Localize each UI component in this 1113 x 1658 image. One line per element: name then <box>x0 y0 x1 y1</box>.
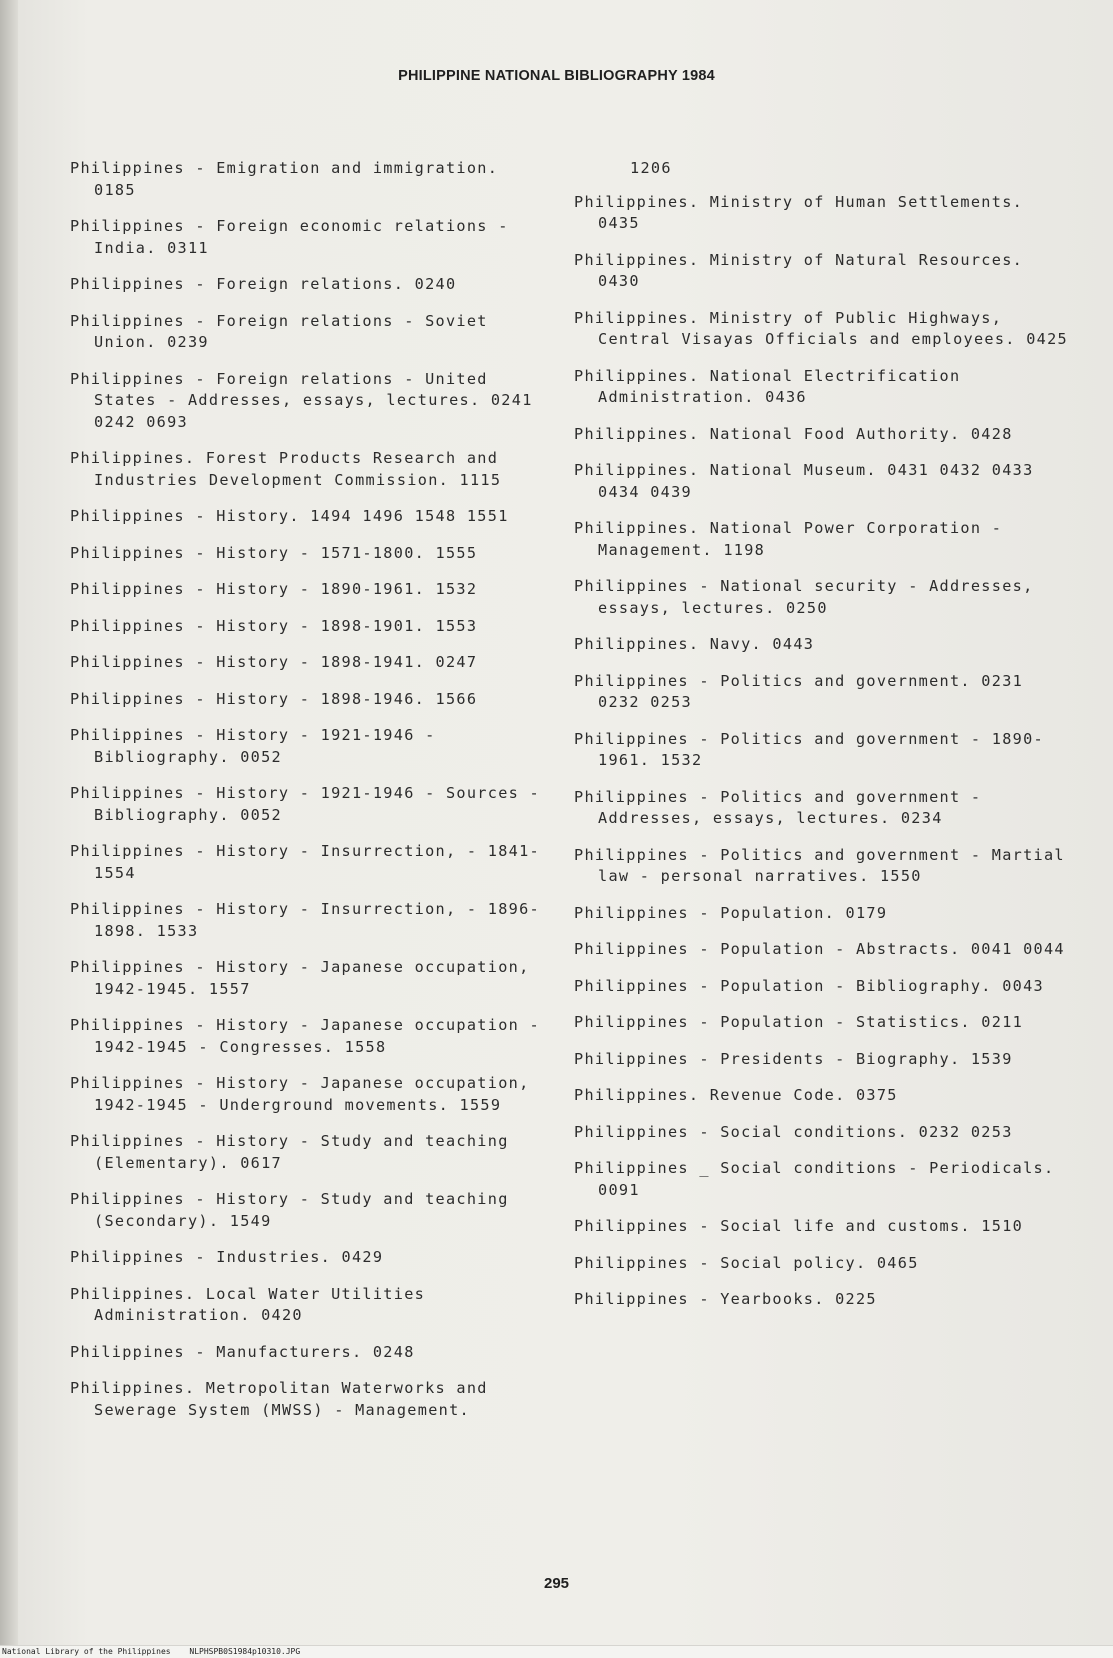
index-entry: Philippines - Foreign relations - United States - Addresses, essays, lectures. 0241 0242 0693 <box>70 369 533 431</box>
index-entry: Philippines - Politics and government - 1890-1961. 1532 <box>574 729 1044 769</box>
index-entry: Philippines - Foreign relations. 0240 <box>70 275 457 293</box>
index-entry: Philippines - National security - Addresses, essays, lectures. 0250 <box>574 577 1034 617</box>
index-entry: Philippines. National Power Corporation - Management. 1198 <box>574 519 1003 559</box>
index-entry: Philippines. National Electrification Administration. 0436 <box>574 366 961 406</box>
index-entry: Philippines - Politics and government. 0231 0232 0253 <box>574 671 1024 711</box>
index-entry: Philippines - History - 1571-1800. 1555 <box>70 543 478 562</box>
index-entry: Philippines. Local Water Utilities Administration. 0420 <box>70 1284 426 1324</box>
index-entry: Philippines - Population - Abstracts. 0041 0044 <box>574 940 1065 958</box>
index-entry: Philippines - Emigration and immigration. 0185 <box>70 159 499 199</box>
left-column <box>70 158 540 1436</box>
index-entry: Philippines - History - Japanese occupation - 1942-1945 - Congresses. 1558 <box>70 1016 540 1056</box>
index-entry-continuation: 1206 <box>630 159 672 177</box>
scan-footer <box>0 1645 1113 1658</box>
index-entry: Philippines - Manufacturers. 0248 <box>70 1342 415 1361</box>
footer-library: National Library of the Philippines <box>2 1647 171 1656</box>
page-title: PHILIPPINE NATIONAL BIBLIOGRAPHY 1984 <box>398 68 715 84</box>
index-entry: Philippines - History - 1898-1946. 1566 <box>70 689 478 708</box>
index-entry: Philippines - History. 1494 1496 1548 1551 <box>70 507 509 525</box>
index-entry: Philippines. Metropolitan Waterworks and Sewerage System (MWSS) - Management. <box>70 1379 488 1419</box>
index-entry: Philippines - Foreign relations - Soviet Union. 0239 <box>70 311 488 351</box>
index-entry: Philippines - Industries. 0429 <box>70 1248 384 1266</box>
index-entry: Philippines - History - 1898-1941. 0247 <box>70 653 478 671</box>
index-entry: Philippines - History - Japanese occupation, 1942-1945 - Underground movements. 1559 <box>70 1074 530 1114</box>
index-entry: Philippines - Yearbooks. 0225 <box>574 1290 877 1308</box>
index-entry: Philippines - Social policy. 0465 <box>574 1253 919 1272</box>
index-entry: Philippines. Ministry of Natural Resources. 0430 <box>574 250 1024 290</box>
index-entry: Philippines - Population - Bibliography. 0043 <box>574 976 1044 995</box>
index-entry: Philippines - Presidents - Biography. 1539 <box>574 1049 1013 1068</box>
index-entry: Philippines - History - Insurrection, - 1841- 1554 <box>70 842 540 882</box>
index-entry: Philippines - Social life and customs. 1510 <box>574 1217 1024 1235</box>
index-entry: Philippines - History - 1898-1901. 1553 <box>70 616 478 635</box>
index-entry: Philippines. National Museum. 0431 0432 0433 0434 0439 <box>574 461 1034 501</box>
index-entry: Philippines - Foreign economic relations - India. 0311 <box>70 217 509 257</box>
index-entry: Philippines - History - 1921-1946 - Bibliography. 0052 <box>70 726 436 766</box>
index-entry: Philippines - History - 1921-1946 - Sources - Bibliography. 0052 <box>70 784 540 824</box>
index-entry: Philippines - History - Study and teaching (Secondary). 1549 <box>70 1190 509 1230</box>
page-number: 295 <box>543 1575 570 1592</box>
index-entry: Philippines - Social conditions. 0232 0253 <box>574 1122 1013 1141</box>
index-entry: Philippines. Revenue Code. 0375 <box>574 1086 898 1104</box>
index-entry: Philippines - History - Japanese occupation, 1942-1945. 1557 <box>70 958 530 998</box>
index-entry: Philippines. National Food Authority. 0428 <box>574 424 1013 443</box>
index-entry: Philippines - History - Study and teaching (Elementary). 0617 <box>70 1132 509 1172</box>
index-entry: Philippines - Politics and government - Addresses, essays, lectures. 0234 <box>574 787 982 827</box>
index-entry: Philippines - History - 1890-1961. 1532 <box>70 580 478 598</box>
index-entry: Philippines - Population. 0179 <box>574 903 888 922</box>
index-entry: Philippines - History - Insurrection, - 1896-1898. 1533 <box>70 900 540 940</box>
right-column <box>574 158 1074 1326</box>
index-entry: Philippines. Navy. 0443 <box>574 635 815 653</box>
page-spine-shadow <box>0 0 18 1658</box>
index-entry: Philippines - Politics and government - Martial law - personal narratives. 1550 <box>574 845 1065 885</box>
index-entry: Philippines. Ministry of Public Highways, Central Visayas Officials and employees. 0425 <box>574 308 1068 348</box>
footer-filename: NLPHSPB0S1984p10310.JPG <box>189 1647 301 1656</box>
index-entry: Philippines. Ministry of Human Settlements. 0435 <box>574 192 1024 232</box>
index-entry: Philippines. Forest Products Research and Industries Development Commission. 1115 <box>70 449 502 489</box>
index-entry: Philippines _ Social conditions - Periodicals. 0091 <box>574 1159 1055 1199</box>
index-entry: Philippines - Population - Statistics. 0211 <box>574 1013 1024 1031</box>
